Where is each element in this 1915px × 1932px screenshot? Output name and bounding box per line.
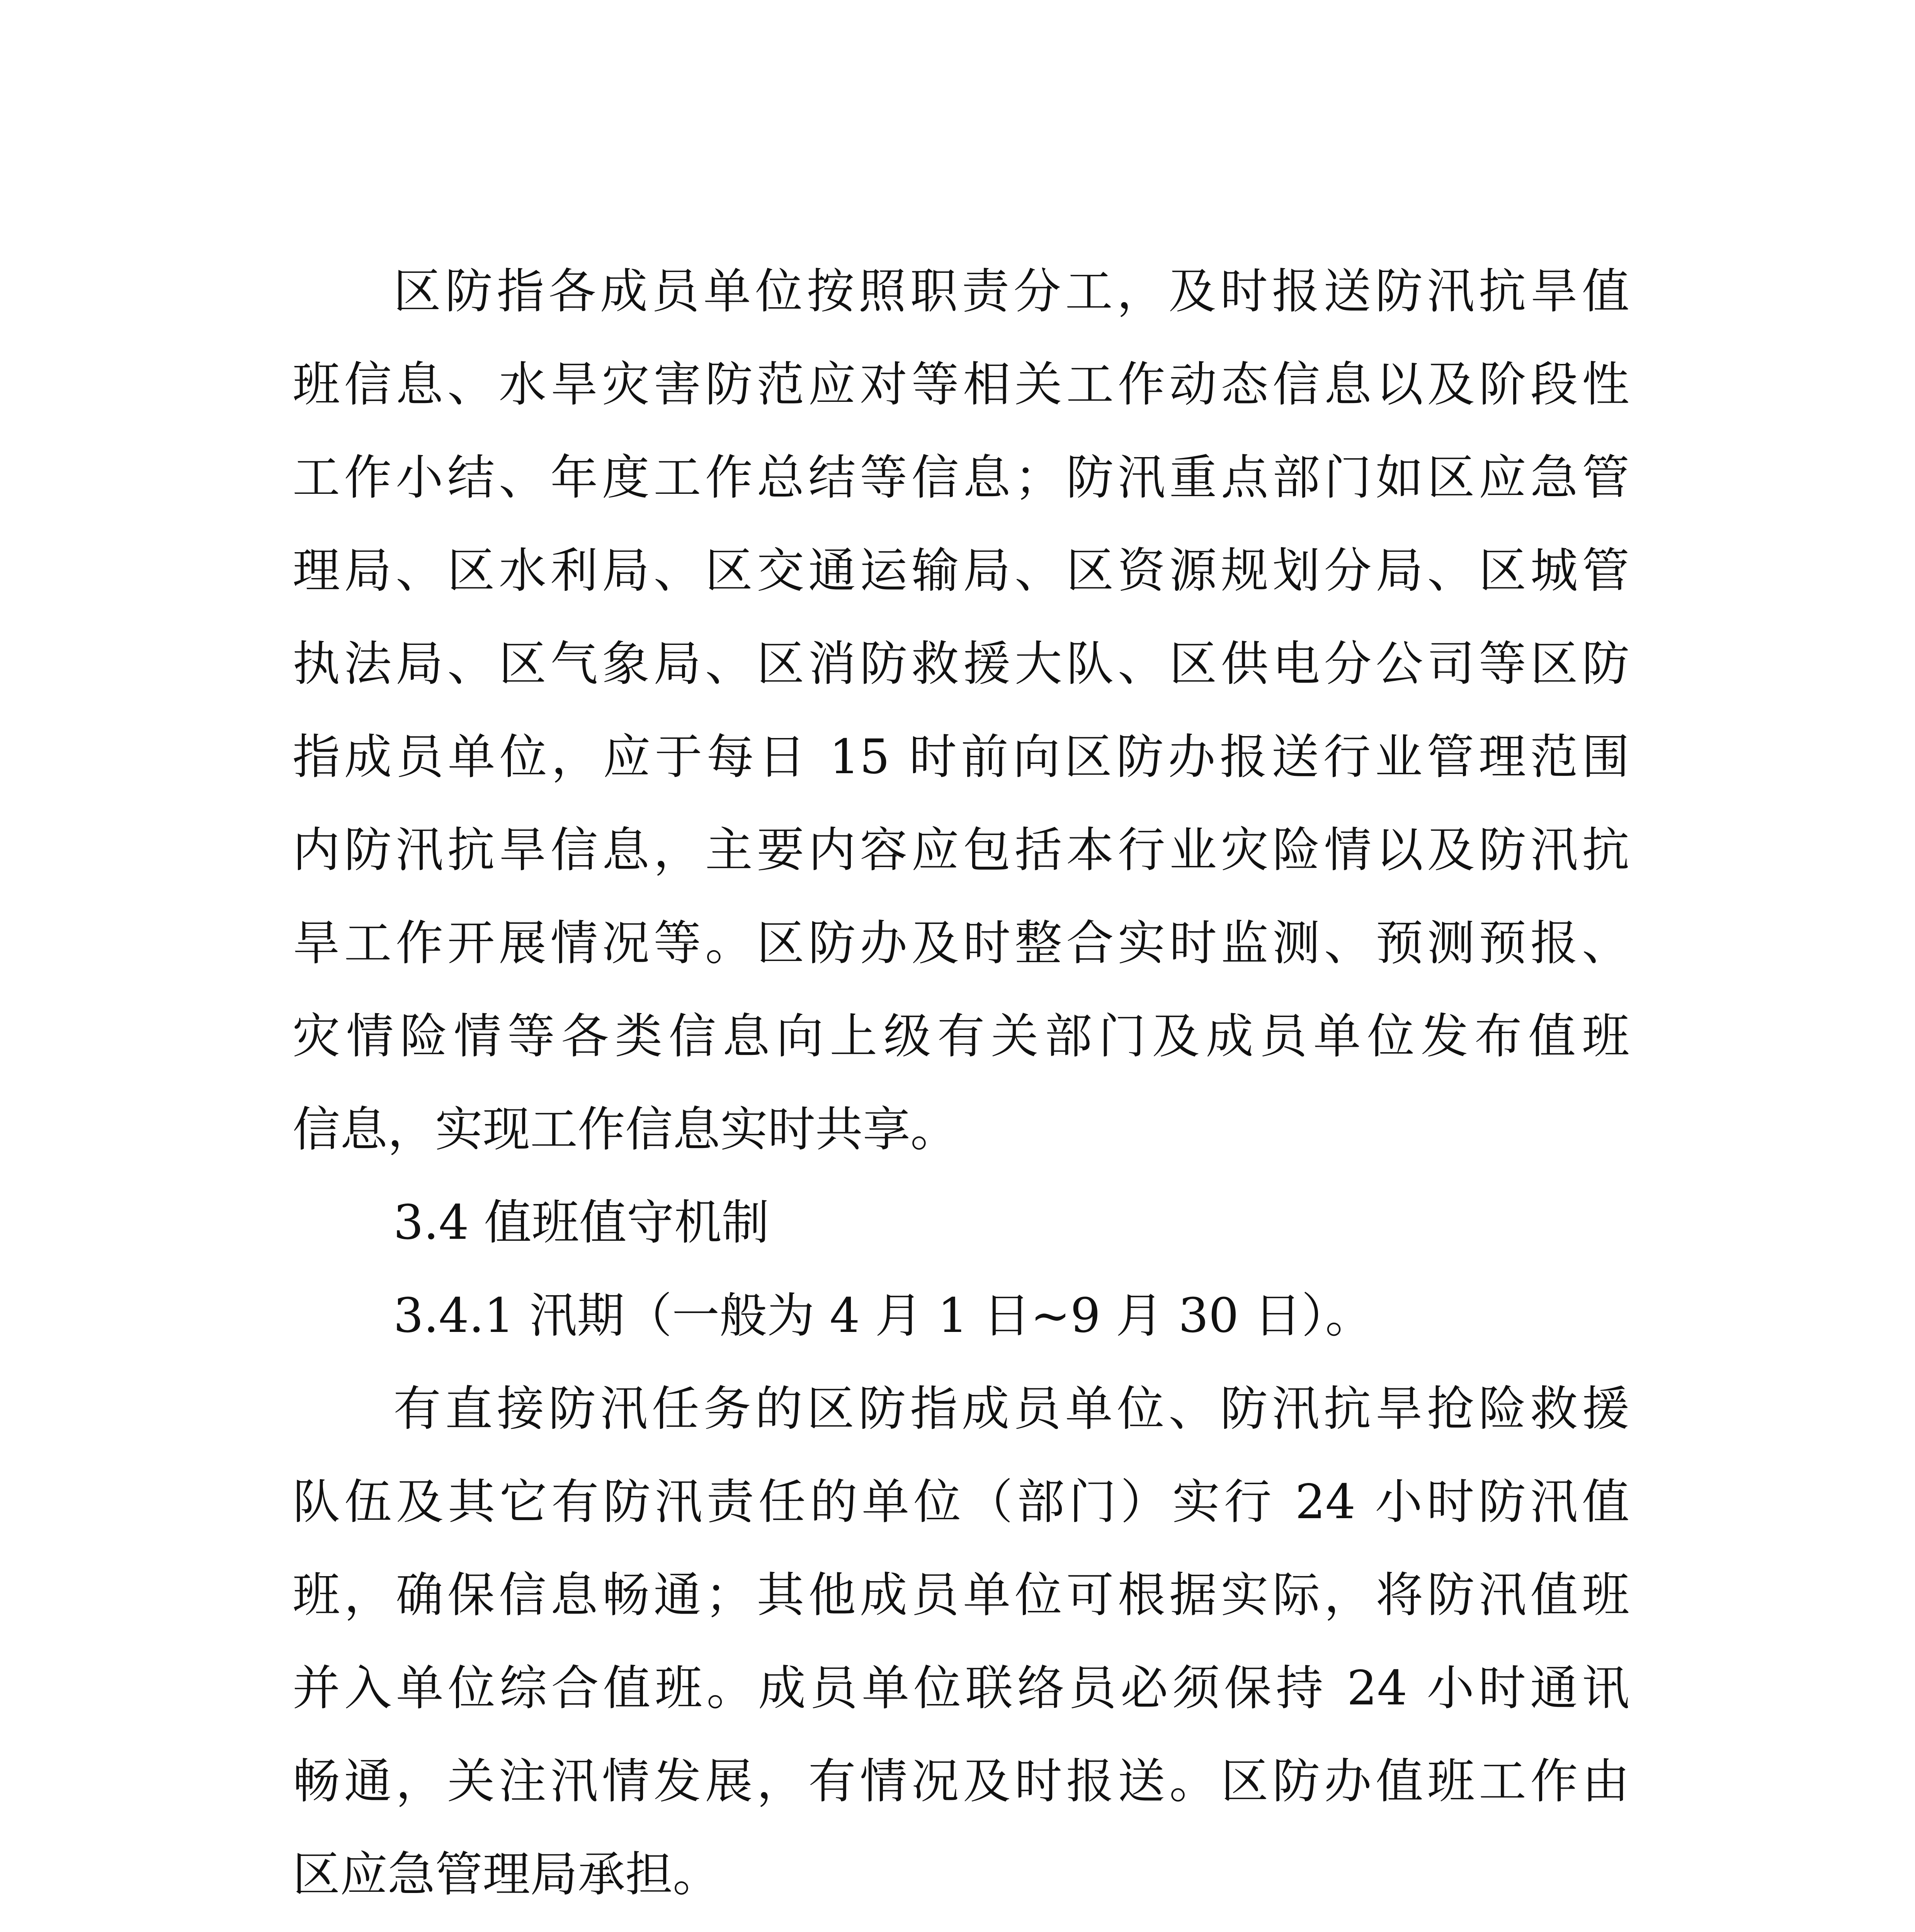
paragraph-line: 并入单位综合值班。成员单位联络员必须保持 24 小时通讯 <box>293 1661 1629 1716</box>
paragraph-line: 理局、区水利局、区交通运输局、区资源规划分局、区城管 <box>293 543 1629 599</box>
paragraph-line: 内防汛抗旱信息，主要内容应包括本行业灾险情以及防汛抗 <box>293 823 1629 878</box>
paragraph-line: 信息，实现工作信息实时共享。 <box>293 1102 958 1157</box>
paragraph-line: 灾情险情等各类信息向上级有关部门及成员单位发布值班 <box>293 1009 1629 1064</box>
section-heading: 3.4 值班值守机制 <box>393 1195 769 1250</box>
paragraph-line: 班信息、水旱灾害防范应对等相关工作动态信息以及阶段性 <box>293 357 1629 412</box>
paragraph-line: 区防指各成员单位按照职责分工，及时报送防汛抗旱值 <box>393 264 1629 319</box>
paragraph-line: 执法局、区气象局、区消防救援大队、区供电分公司等区防 <box>293 636 1629 692</box>
paragraph-line <box>393 1929 1629 1932</box>
paragraph-line: 班，确保信息畅通；其他成员单位可根据实际，将防汛值班 <box>293 1568 1629 1623</box>
paragraph-line: 工作小结、年度工作总结等信息；防汛重点部门如区应急管 <box>293 450 1629 505</box>
paragraph-line: 有直接防汛任务的区防指成员单位、防汛抗旱抢险救援 <box>393 1381 1629 1437</box>
subsection-heading: 3.4.1 汛期（一般为 4 月 1 日~9 月 30 日）。 <box>393 1288 1373 1344</box>
paragraph-line: 队伍及其它有防汛责任的单位（部门）实行 24 小时防汛值 <box>293 1475 1629 1530</box>
paragraph-line: 畅通，关注汛情发展，有情况及时报送。区防办值班工作由 <box>293 1754 1629 1809</box>
paragraph-line: 区应急管理局承担。 <box>293 1847 720 1902</box>
paragraph-line: 旱工作开展情况等。区防办及时整合实时监测、预测预报、 <box>293 916 1629 971</box>
paragraph-line: 指成员单位，应于每日 15 时前向区防办报送行业管理范围 <box>293 730 1629 785</box>
